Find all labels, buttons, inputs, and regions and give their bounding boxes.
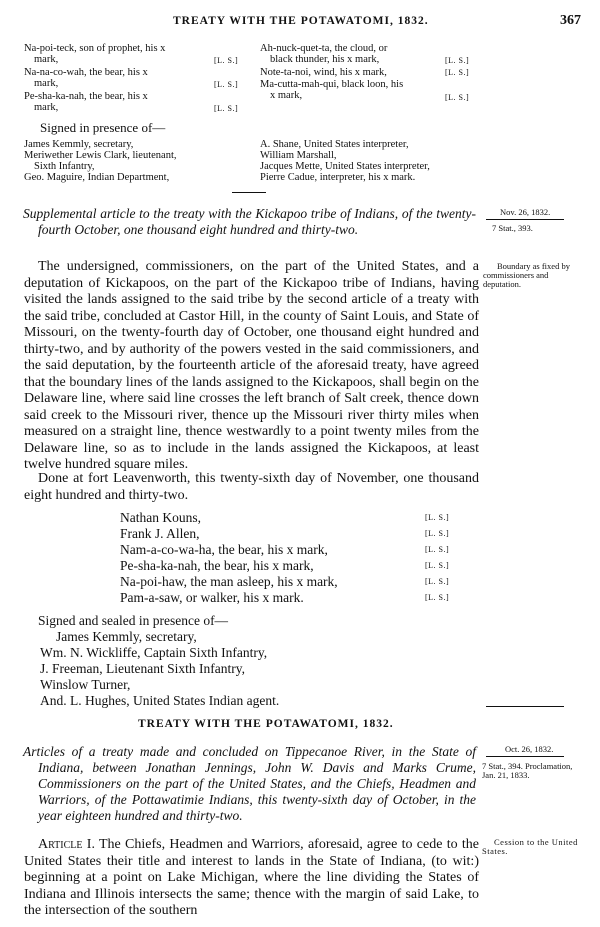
- seal: [L. S.]: [425, 577, 450, 586]
- witness: Wm. N. Wickliffe, Captain Sixth Infantry,: [40, 645, 268, 660]
- signer-name: Frank J. Allen,: [120, 526, 200, 541]
- signature-name: Na-na-co-wah, the bear, his x: [24, 67, 148, 78]
- page-number: 367: [560, 13, 581, 28]
- witness: James Kemmly, secretary,: [56, 629, 197, 644]
- witness: Jacques Mette, United States interpreter,: [260, 161, 430, 172]
- signature-name: Ma-cutta-mah-qui, black loon, his: [260, 79, 404, 90]
- witness: Winslow Turner,: [40, 677, 131, 692]
- running-title: TREATY WITH THE POTAWATOMI, 1832.: [173, 15, 429, 27]
- seal: [L. S.]: [445, 68, 470, 77]
- signer-name: Pe-sha-ka-nah, the bear, his x mark,: [120, 558, 314, 573]
- presence-heading: Signed in presence of—: [40, 120, 166, 135]
- signature-name: Note-ta-noi, wind, his x mark,: [260, 67, 387, 78]
- seal: [L. S.]: [214, 104, 239, 113]
- seal: [L. S.]: [214, 56, 239, 65]
- margin-ref: 7 Stat., 393.: [492, 223, 533, 233]
- signer-name: Na-poi-haw, the man asleep, his x mark,: [120, 574, 338, 589]
- supplemental-body: The undersigned, commissioners, on the part of the United States, and a deputation of Kickapoos, on the part of the Kickapoo tribe of Indians, having visited the lands assigned to the said tribe by the second article of a treaty with the said tribe, concluded at Castor Hill, in the county of Saint Louis, and State of Missouri, on the twenty-fourth day of October, one thousand eight hundred and thirty-two, and by authority of the powers vested in the said commissioners, and the said deputation, by the fourteenth article of the aforesaid treaty, have agreed that the boundary lines of the lands assigned to the Kickapoos, shall begin on the Delaware line, where said line crosses the left branch of Salt creek, thence down said creek to the Missouri river, thence up the Missouri river thirty miles when measured on a straight line, thence westwardly to a point twenty miles from the Delaware line, so as to include in the lands assigned the Kickapoos, at least twelve hundred square miles.: [24, 259, 479, 472]
- signature-name: Na-poi-teck, son of prophet, his x: [24, 43, 166, 54]
- seal: [L. S.]: [425, 529, 450, 538]
- seal: [L. S.]: [214, 80, 239, 89]
- margin-ref: 7 Stat., 394. Proclamation, Jan. 21, 1833.: [482, 761, 573, 780]
- witness: James Kemmly, secretary,: [24, 139, 134, 150]
- done-at-paragraph: Done at fort Leavenworth, this twenty-sixth day of November, one thousand eight hundred and thirty-two.: [24, 471, 479, 503]
- signature-cont: x mark,: [270, 90, 303, 101]
- signature-cont: mark,: [34, 102, 59, 113]
- seal: [L. S.]: [445, 93, 470, 102]
- seal: [L. S.]: [425, 561, 450, 570]
- presence-heading-2: Signed and sealed in presence of—: [38, 613, 229, 628]
- signer-name: Nathan Kouns,: [120, 510, 201, 525]
- witness: Geo. Maguire, Indian Department,: [24, 172, 170, 183]
- witness: Pierre Cadue, interpreter, his x mark.: [260, 172, 416, 183]
- witness: A. Shane, United States interpreter,: [260, 139, 409, 150]
- margin-note: Cession to the United States.: [482, 837, 578, 856]
- margin-note: Boundary as fixed by commissioners and deputation.: [483, 261, 570, 289]
- supplemental-title: Supplemental article to the treaty with the Kickapoo tribe of Indians, of the twenty-fourth October, one thousand eight hundred and thirty-two.: [23, 206, 476, 237]
- seal: [L. S.]: [425, 593, 450, 602]
- margin-date: Nov. 26, 1832.: [500, 207, 551, 217]
- treaty-heading: TREATY WITH THE POTAWATOMI, 1832.: [138, 718, 394, 730]
- margin-rule: [486, 756, 564, 757]
- article-text: The Chiefs, Headmen and Warriors, aforesaid, agree to cede to the United States their title and interest to lands in the State of Indiana, (to wit:) beginning at a point on Lake Michigan, where the line dividing the States of Indiana and Illinois intersects the same; thence with the margin of said Lake, to the intersection of the southern: [24, 837, 479, 918]
- witness: J. Freeman, Lieutenant Sixth Infantry,: [40, 661, 245, 676]
- article-label: Article I.: [38, 837, 95, 852]
- seal: [L. S.]: [425, 513, 450, 522]
- treaty-intro: Articles of a treaty made and concluded on Tippecanoe River, in the State of Indiana, between Jonathan Jennings, John W. Davis and Marks Crume, Commissioners on the part of the United States, and the Chiefs, Headmen and Warriors, of the Pottawatimie Indians, this twenty-sixth day of October, in the year eighteen hundred and thirty-two.: [23, 744, 476, 823]
- margin-date: Oct. 26, 1832.: [505, 744, 554, 754]
- witness: William Marshall,: [260, 150, 337, 161]
- section-divider: [232, 192, 266, 193]
- witness: Sixth Infantry,: [34, 161, 95, 172]
- witness: Meriwether Lewis Clark, lieutenant,: [24, 150, 177, 161]
- seal: [L. S.]: [445, 56, 470, 65]
- witness: And. L. Hughes, United States Indian agent.: [40, 693, 280, 708]
- signer-name: Pam-a-saw, or walker, his x mark.: [120, 590, 304, 605]
- signature-name: Ah-nuck-quet-ta, the cloud, or: [260, 43, 388, 54]
- seal: [L. S.]: [425, 545, 450, 554]
- signature-cont: mark,: [34, 54, 59, 65]
- signature-name: Pe-sha-ka-nah, the bear, his x: [24, 91, 148, 102]
- signer-name: Nam-a-co-wa-ha, the bear, his x mark,: [120, 542, 328, 557]
- signature-cont: mark,: [34, 78, 59, 89]
- margin-rule: [486, 219, 564, 220]
- signature-cont: black thunder, his x mark,: [270, 54, 380, 65]
- article-one: [24, 837, 479, 920]
- margin-rule: [486, 706, 564, 707]
